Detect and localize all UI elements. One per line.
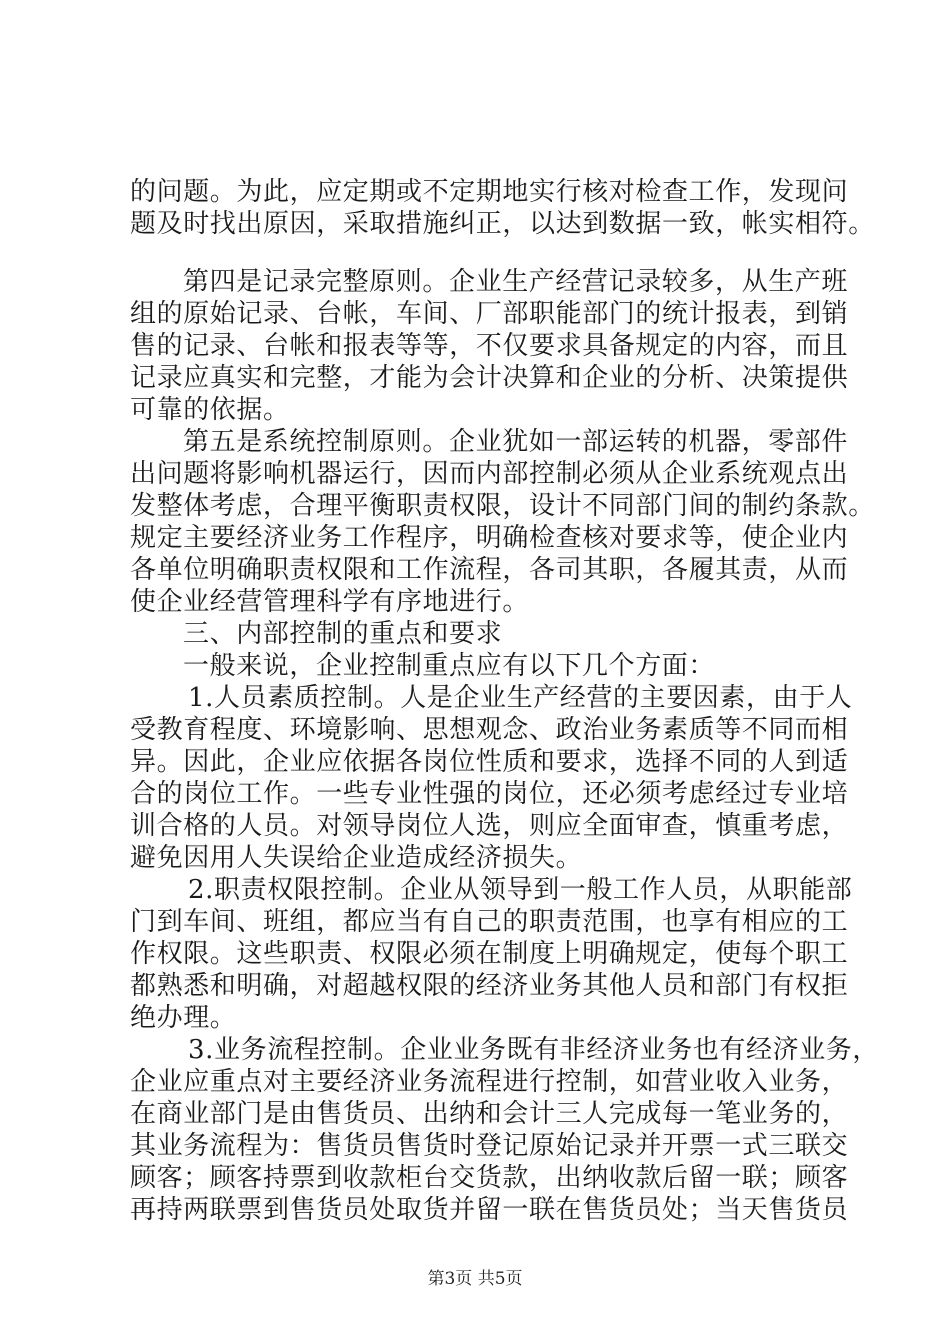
- list-item-start-line: 2.职责权限控制。企业从领导到一般工作人员，从职能部: [188, 875, 853, 905]
- body-line: 记录应真实和完整，才能为会计决算和企业的分析、决策提供: [130, 363, 849, 393]
- body-line: 其业务流程为：售货员售货时登记原始记录并开票一式三联交: [130, 1131, 849, 1161]
- body-line: 训合格的人员。对领导岗位人选，则应全面审查，慎重考虑，: [130, 811, 849, 841]
- body-line: 使企业经营管理科学有序地进行。: [130, 587, 530, 617]
- body-line: 受教育程度、环境影响、思想观念、政治业务素质等不同而相: [130, 715, 849, 745]
- body-line: 都熟悉和明确，对超越权限的经济业务其他人员和部门有权拒: [130, 971, 849, 1001]
- body-line: 顾客；顾客持票到收款柜台交货款，出纳收款后留一联；顾客: [130, 1163, 849, 1193]
- body-line: 规定主要经济业务工作程序，明确检查核对要求等，使企业内: [130, 523, 849, 553]
- paragraph-start-line: 第四是记录完整原则。企业生产经营记录较多，从生产班: [183, 267, 849, 297]
- body-line: 发整体考虑，合理平衡职责权限，设计不同部门间的制约条款。: [130, 491, 875, 521]
- body-line: 绝办理。: [130, 1003, 237, 1033]
- list-item-start-line: 1.人员素质控制。人是企业生产经营的主要因素，由于人: [188, 683, 853, 713]
- paragraph-start-line: 第五是系统控制原则。企业犹如一部运转的机器，零部件: [183, 427, 849, 457]
- body-line: 组的原始记录、台帐，车间、厂部职能部门的统计报表，到销: [130, 299, 849, 329]
- body-line: 出问题将影响机器运行，因而内部控制必须从企业系统观点出: [130, 459, 849, 489]
- body-line: 各单位明确职责权限和工作流程，各司其职，各履其责，从而: [130, 555, 849, 585]
- body-line: 的问题。为此，应定期或不定期地实行核对检查工作，发现问: [130, 177, 849, 207]
- section-heading: 三、内部控制的重点和要求: [183, 619, 503, 649]
- page-number-footer: 第3页 共5页: [427, 1269, 523, 1289]
- body-line: 题及时找出原因，采取措施纠正，以达到数据一致，帐实相符。: [130, 209, 875, 239]
- body-line: 避免因用人失误给企业造成经济损失。: [130, 843, 583, 873]
- body-line: 合的岗位工作。一些专业性强的岗位，还必须考虑经过专业培: [130, 779, 849, 809]
- list-item-start-line: 3.业务流程控制。企业业务既有非经济业务也有经济业务，: [188, 1035, 880, 1065]
- paragraph-start-line: 一般来说，企业控制重点应有以下几个方面：: [183, 651, 716, 681]
- body-line: 异。因此，企业应依据各岗位性质和要求，选择不同的人到适: [130, 747, 849, 777]
- body-line: 售的记录、台帐和报表等等，不仅要求具备规定的内容，而且: [130, 331, 849, 361]
- body-line: 再持两联票到售货员处取货并留一联在售货员处；当天售货员: [130, 1195, 849, 1225]
- body-line: 企业应重点对主要经济业务流程进行控制，如营业收入业务，: [130, 1067, 849, 1097]
- body-line: 可靠的依据。: [130, 395, 290, 425]
- body-line: 在商业部门是由售货员、出纳和会计三人完成每一笔业务的，: [130, 1099, 849, 1129]
- body-line: 作权限。这些职责、权限必须在制度上明确规定，使每个职工: [130, 939, 849, 969]
- body-line: 门到车间、班组，都应当有自己的职责范围，也享有相应的工: [130, 907, 849, 937]
